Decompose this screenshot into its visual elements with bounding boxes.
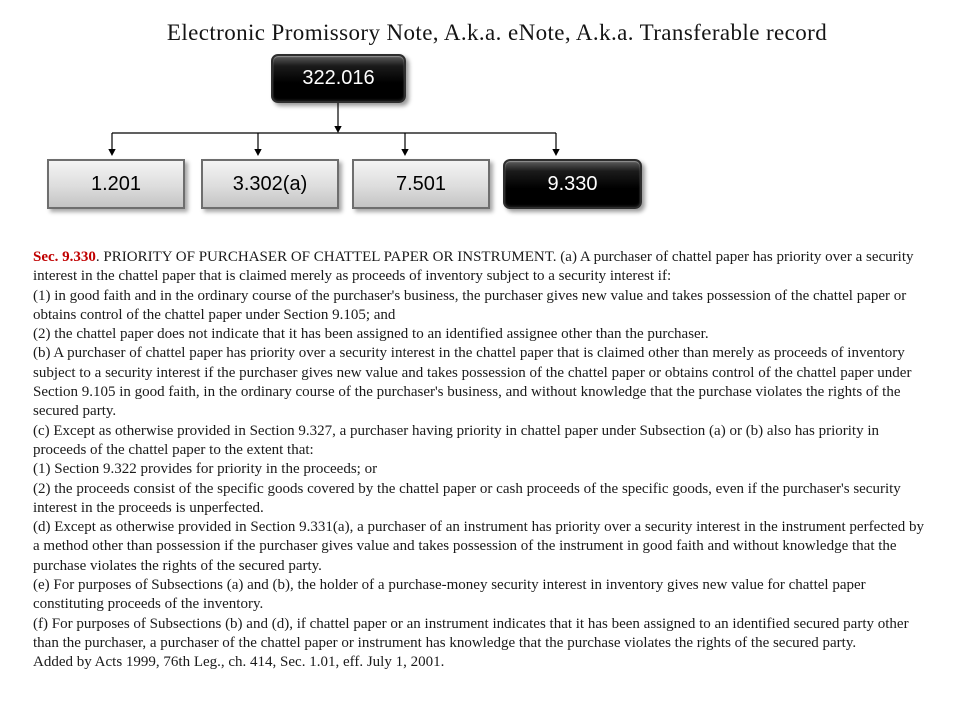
statute-paragraph: (e) For purposes of Subsections (a) and (b), the holder of a purchase-money security interest in inventory gives new value for chattel paper constituting proceeds of the inventory. — [33, 577, 866, 613]
slide-title: Electronic Promissory Note, A.k.a. eNote, A.k.a. Transferable record — [166, 20, 828, 45]
node-label: 9.330 — [547, 172, 598, 195]
node-label: 7.501 — [395, 172, 447, 195]
node-label: 1.201 — [90, 172, 142, 195]
statute-paragraph: (2) the proceeds consist of the specific goods covered by the chattel paper or cash proceeds of the specific goods, even if the purchaser's security interest in the proceeds is unperfected. — [33, 480, 901, 516]
statute-lead-text: . PRIORITY OF PURCHASER OF CHATTEL PAPER OR INSTRUMENT. (a) A purchaser of chattel paper has priority over a security interest in the chattel paper that is claimed merely as proceeds of inventory subject to a security interest if: — [33, 249, 914, 285]
node-322-016 — [271, 54, 406, 103]
statute-paragraph: (c) Except as otherwise provided in Section 9.327, a purchaser having priority in chattel paper under Subsection (a) or (b) also has priority in proceeds of the chattel paper to the extent that: — [33, 422, 879, 458]
statute-paragraph: (2) the chattel paper does not indicate that it has been assigned to an identified assignee other than the purchaser. — [33, 326, 709, 343]
node-3-302a — [201, 159, 339, 209]
section-number: Sec. 9.330 — [33, 249, 96, 265]
statute-paragraph: (1) Section 9.322 provides for priority in the proceeds; or — [33, 461, 378, 478]
statute-paragraph: (b) A purchaser of chattel paper has priority over a security interest in the chattel paper that is claimed other than merely as proceeds of inventory subject to a security interest if the purchaser gives new value and takes possession of the chattel paper or obtains control of the chattel paper under Section 9.105 in good faith, in the ordinary course of the purchaser's business, and without knowledge that the purchase violates the rights of the secured party. — [33, 345, 912, 420]
statute-paragraph: (f) For purposes of Subsections (b) and (d), if chattel paper or an instrument indicates that it has been assigned to an identified secured party other than the purchaser, a purchaser of the chattel paper or instrument has knowledge that the purchase violates the rights of the secured party. — [33, 615, 909, 651]
node-1-201 — [47, 159, 185, 209]
node-label: 3.302(a) — [232, 172, 308, 195]
node-7-501 — [352, 159, 490, 209]
statute-paragraph: Added by Acts 1999, 76th Leg., ch. 414, Sec. 1.01, eff. July 1, 2001. — [33, 654, 445, 671]
node-9-330 — [503, 159, 642, 209]
statute-paragraph: (1) in good faith and in the ordinary course of the purchaser's business, the purchaser gives new value and takes possession of the chattel paper or obtains control of the chattel paper under Section 9.105; and — [33, 287, 907, 323]
statute-text — [33, 248, 931, 673]
statute-lead-paragraph — [33, 248, 931, 287]
node-label: 322.016 — [302, 67, 375, 89]
statute-paragraph: (d) Except as otherwise provided in Section 9.331(a), a purchaser of an instrument has priority over a security interest in the instrument perfected by a method other than possession if the purchaser gives value and takes possession of the instrument in good faith and without knowledge that the purchase violates the rights of the secured party. — [33, 519, 924, 574]
